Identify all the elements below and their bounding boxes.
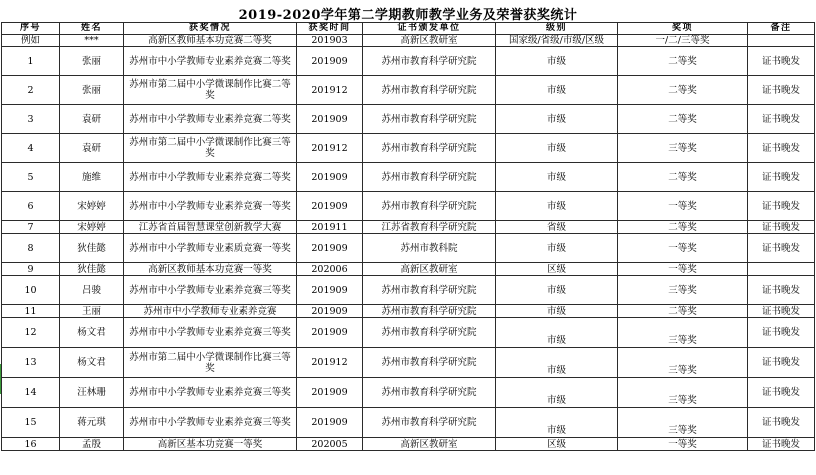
cell-level[interactable]: 市级	[496, 276, 618, 305]
table-row	[2, 378, 815, 408]
cell-no[interactable]: 14	[2, 378, 60, 408]
cell-name[interactable]: 施维	[60, 163, 124, 192]
cell-no[interactable]: 15	[2, 408, 60, 438]
header-cell-prize[interactable]: 奖项	[618, 23, 748, 35]
cell-issuer[interactable]: 苏州市教育科学研究院	[363, 276, 496, 305]
cell-time[interactable]: 201911	[297, 221, 363, 234]
cell-level[interactable]: 市级	[496, 47, 618, 76]
cell-name[interactable]: 王丽	[60, 305, 124, 318]
cell-prize[interactable]: 一等奖	[618, 263, 748, 276]
cell-name[interactable]: 宋婷婷	[60, 221, 124, 234]
cell-note[interactable]: 证书晚发	[748, 76, 815, 105]
table-row	[2, 276, 815, 305]
cell-note[interactable]: 证书晚发	[748, 305, 815, 318]
table-row	[2, 221, 815, 234]
table-row	[2, 134, 815, 163]
cell-award[interactable]: 苏州市中小学教师专业素养竞赛三等奖	[124, 408, 297, 438]
cell-award[interactable]: 苏州市中小学教师专业素养竞赛三等奖	[124, 276, 297, 305]
cell-name[interactable]: 张丽	[60, 76, 124, 105]
cell-level[interactable]: 市级	[496, 305, 618, 318]
cell-level[interactable]: 区级	[496, 438, 618, 451]
table-row	[2, 348, 815, 378]
cell-award[interactable]: 高新区基本功竞赛一等奖	[124, 438, 297, 451]
cell-name[interactable]: 张丽	[60, 47, 124, 76]
cell-no[interactable]: 7	[2, 221, 60, 234]
header-cell-award[interactable]: 获奖情况	[124, 23, 297, 35]
table-row	[2, 234, 815, 263]
cell-level[interactable]: 市级	[496, 76, 618, 105]
cell-time[interactable]: 201909	[297, 318, 363, 348]
cell-name[interactable]: 孟殷	[60, 438, 124, 451]
cell-no[interactable]: 16	[2, 438, 60, 451]
cell-time[interactable]: 201912	[297, 348, 363, 378]
cell-time[interactable]: 201909	[297, 163, 363, 192]
cell-name[interactable]: 杨文君	[60, 318, 124, 348]
cell-prize[interactable]: 三等奖	[618, 408, 748, 438]
cell-note[interactable]: 证书晚发	[748, 134, 815, 163]
cell-no[interactable]: 5	[2, 163, 60, 192]
cell-time[interactable]: 201909	[297, 234, 363, 263]
cell-note[interactable]: 证书晚发	[748, 105, 815, 134]
example-cell-prize[interactable]: 一/二/三等奖	[618, 35, 748, 47]
header-cell-time[interactable]: 获奖时间	[297, 23, 363, 35]
cell-level[interactable]: 省级	[496, 221, 618, 234]
table-row	[2, 318, 815, 348]
cell-level[interactable]: 市级	[496, 348, 618, 378]
cell-prize[interactable]: 三等奖	[618, 378, 748, 408]
cell-no[interactable]: 4	[2, 134, 60, 163]
cell-issuer[interactable]: 苏州市教育科学研究院	[363, 105, 496, 134]
cell-issuer[interactable]: 江苏省教育科学研究院	[363, 221, 496, 234]
cell-award[interactable]: 高新区教师基本功竞赛一等奖	[124, 263, 297, 276]
cell-prize[interactable]: 三等奖	[618, 276, 748, 305]
header-row	[2, 23, 815, 35]
cell-name[interactable]: 杨文君	[60, 348, 124, 378]
cell-no[interactable]: 10	[2, 276, 60, 305]
cell-name[interactable]: 狄佳懿	[60, 234, 124, 263]
cell-issuer[interactable]: 苏州市教育科学研究院	[363, 134, 496, 163]
cell-prize[interactable]: 一等奖	[618, 192, 748, 221]
cell-name[interactable]: 宋婷婷	[60, 192, 124, 221]
cell-issuer[interactable]: 苏州市教育科学研究院	[363, 47, 496, 76]
cell-issuer[interactable]: 苏州市教育科学研究院	[363, 76, 496, 105]
cell-time[interactable]: 202006	[297, 263, 363, 276]
cell-prize[interactable]: 二等奖	[618, 163, 748, 192]
cell-issuer[interactable]: 苏州市教育科学研究院	[363, 378, 496, 408]
cell-award[interactable]: 苏州市第二届中小学微课制作比赛二等奖	[124, 76, 297, 105]
cell-prize[interactable]: 一等奖	[618, 234, 748, 263]
cell-award[interactable]: 苏州市中小学教师专业素养竞赛三等奖	[124, 378, 297, 408]
cell-award[interactable]: 苏州市中小学教师专业素养竞赛	[124, 305, 297, 318]
cell-name[interactable]: 袁研	[60, 105, 124, 134]
header-cell-no[interactable]: 序号	[2, 23, 60, 35]
table-row	[2, 163, 815, 192]
cell-note[interactable]: 证书晚发	[748, 192, 815, 221]
cell-prize[interactable]: 二等奖	[618, 105, 748, 134]
table-row	[2, 305, 815, 318]
cell-level[interactable]: 市级	[496, 163, 618, 192]
cell-note[interactable]: 证书晚发	[748, 47, 815, 76]
cell-issuer[interactable]: 苏州市教育科学研究院	[363, 305, 496, 318]
cell-prize[interactable]: 一等奖	[618, 438, 748, 451]
example-cell-issuer[interactable]: 高新区教研室	[363, 35, 496, 47]
cell-issuer[interactable]: 苏州市教育科学研究院	[363, 348, 496, 378]
example-cell-time[interactable]: 201903	[297, 35, 363, 47]
cell-award[interactable]: 苏州市中小学教师专业素养竞赛一等奖	[124, 192, 297, 221]
cell-level[interactable]: 区级	[496, 263, 618, 276]
table-row	[2, 47, 815, 76]
cell-no[interactable]: 13	[2, 348, 60, 378]
cell-name[interactable]: 吕骏	[60, 276, 124, 305]
cell-time[interactable]: 201909	[297, 408, 363, 438]
table-row	[2, 438, 815, 451]
cell-level[interactable]: 市级	[496, 318, 618, 348]
award-table	[1, 22, 815, 451]
cell-issuer[interactable]: 苏州市教育科学研究院	[363, 163, 496, 192]
cell-name[interactable]: 袁研	[60, 134, 124, 163]
cell-prize[interactable]: 三等奖	[618, 134, 748, 163]
cell-no[interactable]: 6	[2, 192, 60, 221]
cell-no[interactable]: 2	[2, 76, 60, 105]
cell-name[interactable]: 狄佳懿	[60, 263, 124, 276]
table-row	[2, 105, 815, 134]
cell-time[interactable]: 201909	[297, 305, 363, 318]
cell-note[interactable]	[748, 263, 815, 276]
cell-level[interactable]: 市级	[496, 192, 618, 221]
cell-issuer[interactable]: 苏州市教育科学研究院	[363, 318, 496, 348]
example-cell-note[interactable]	[748, 35, 815, 47]
cell-time[interactable]: 201909	[297, 105, 363, 134]
cell-no[interactable]: 9	[2, 263, 60, 276]
cell-note[interactable]: 证书晚发	[748, 318, 815, 348]
cell-no[interactable]: 3	[2, 105, 60, 134]
cell-prize[interactable]: 三等奖	[618, 318, 748, 348]
cell-note[interactable]: 证书晚发	[748, 378, 815, 408]
header-cell-name[interactable]: 姓名	[60, 23, 124, 35]
cell-time[interactable]: 202005	[297, 438, 363, 451]
cell-name[interactable]: 汪林珊	[60, 378, 124, 408]
cell-note[interactable]: 证书晚发	[748, 234, 815, 263]
cell-no[interactable]: 11	[2, 305, 60, 318]
table-row	[2, 408, 815, 438]
cell-award[interactable]: 苏州市中小学教师专业素养竞赛二等奖	[124, 105, 297, 134]
cell-prize[interactable]: 二等奖	[618, 76, 748, 105]
cell-no[interactable]: 8	[2, 234, 60, 263]
cell-note[interactable]: 证书晚发	[748, 348, 815, 378]
cell-prize[interactable]: 二等奖	[618, 305, 748, 318]
cell-note[interactable]: 证书晚发	[748, 276, 815, 305]
cell-prize[interactable]: 二等奖	[618, 221, 748, 234]
cell-name[interactable]: 蒋元琪	[60, 408, 124, 438]
example-cell-no[interactable]: 例如	[2, 35, 60, 47]
header-cell-level[interactable]: 级别	[496, 23, 618, 35]
cell-time[interactable]: 201909	[297, 276, 363, 305]
table-row	[2, 192, 815, 221]
cell-award[interactable]: 苏州市中小学教师专业素养竞赛二等奖	[124, 47, 297, 76]
cell-level[interactable]: 市级	[496, 408, 618, 438]
cell-level[interactable]: 市级	[496, 105, 618, 134]
cell-time[interactable]: 201909	[297, 378, 363, 408]
cell-award[interactable]: 苏州市第二届中小学微课制作比赛三等奖	[124, 134, 297, 163]
cell-issuer[interactable]: 高新区教研室	[363, 263, 496, 276]
example-cell-award[interactable]: 高新区教师基本功竞赛二等奖	[124, 35, 297, 47]
sheet-title: 2019-2020学年第二学期教师教学业务及荣誉获奖统计	[238, 8, 578, 23]
cell-award[interactable]: 苏州市中小学教师专业素养竞赛二等奖	[124, 163, 297, 192]
cell-issuer[interactable]: 苏州市教育科学研究院	[363, 408, 496, 438]
table-row	[2, 263, 815, 276]
example-cell-level[interactable]: 国家级/省级/市级/区级	[496, 35, 618, 47]
cell-issuer[interactable]: 高新区教研室	[363, 438, 496, 451]
cell-no[interactable]: 12	[2, 318, 60, 348]
cell-issuer[interactable]: 苏州市教科院	[363, 234, 496, 263]
cell-time[interactable]: 201909	[297, 192, 363, 221]
cell-level[interactable]: 市级	[496, 234, 618, 263]
cell-time[interactable]: 201909	[297, 47, 363, 76]
cell-prize[interactable]: 二等奖	[618, 47, 748, 76]
cell-prize[interactable]: 三等奖	[618, 348, 748, 378]
header-cell-note[interactable]: 备注	[748, 23, 815, 35]
cell-note[interactable]: 证书晚发	[748, 408, 815, 438]
cell-award[interactable]: 苏州市中小学教师专业素养竞赛三等奖	[124, 318, 297, 348]
cell-time[interactable]: 201912	[297, 134, 363, 163]
cell-level[interactable]: 市级	[496, 134, 618, 163]
cell-note[interactable]: 证书晚发	[748, 163, 815, 192]
example-row	[2, 35, 815, 47]
cell-award[interactable]: 江苏省首届智慧课堂创新教学大赛	[124, 221, 297, 234]
table-row	[2, 76, 815, 105]
cell-award[interactable]: 苏州市中小学教师专业素质竞赛一等奖	[124, 234, 297, 263]
cell-time[interactable]: 201912	[297, 76, 363, 105]
header-cell-issuer[interactable]: 证书颁发单位	[363, 23, 496, 35]
cell-no[interactable]: 1	[2, 47, 60, 76]
cell-issuer[interactable]: 苏州市教育科学研究院	[363, 192, 496, 221]
cell-level[interactable]: 市级	[496, 378, 618, 408]
cell-note[interactable]: 证书晚发	[748, 438, 815, 451]
cell-award[interactable]: 苏州市第二届中小学微课制作比赛三等奖	[124, 348, 297, 378]
example-cell-name[interactable]: ***	[60, 35, 124, 47]
cell-note[interactable]: 证书晚发	[748, 221, 815, 234]
